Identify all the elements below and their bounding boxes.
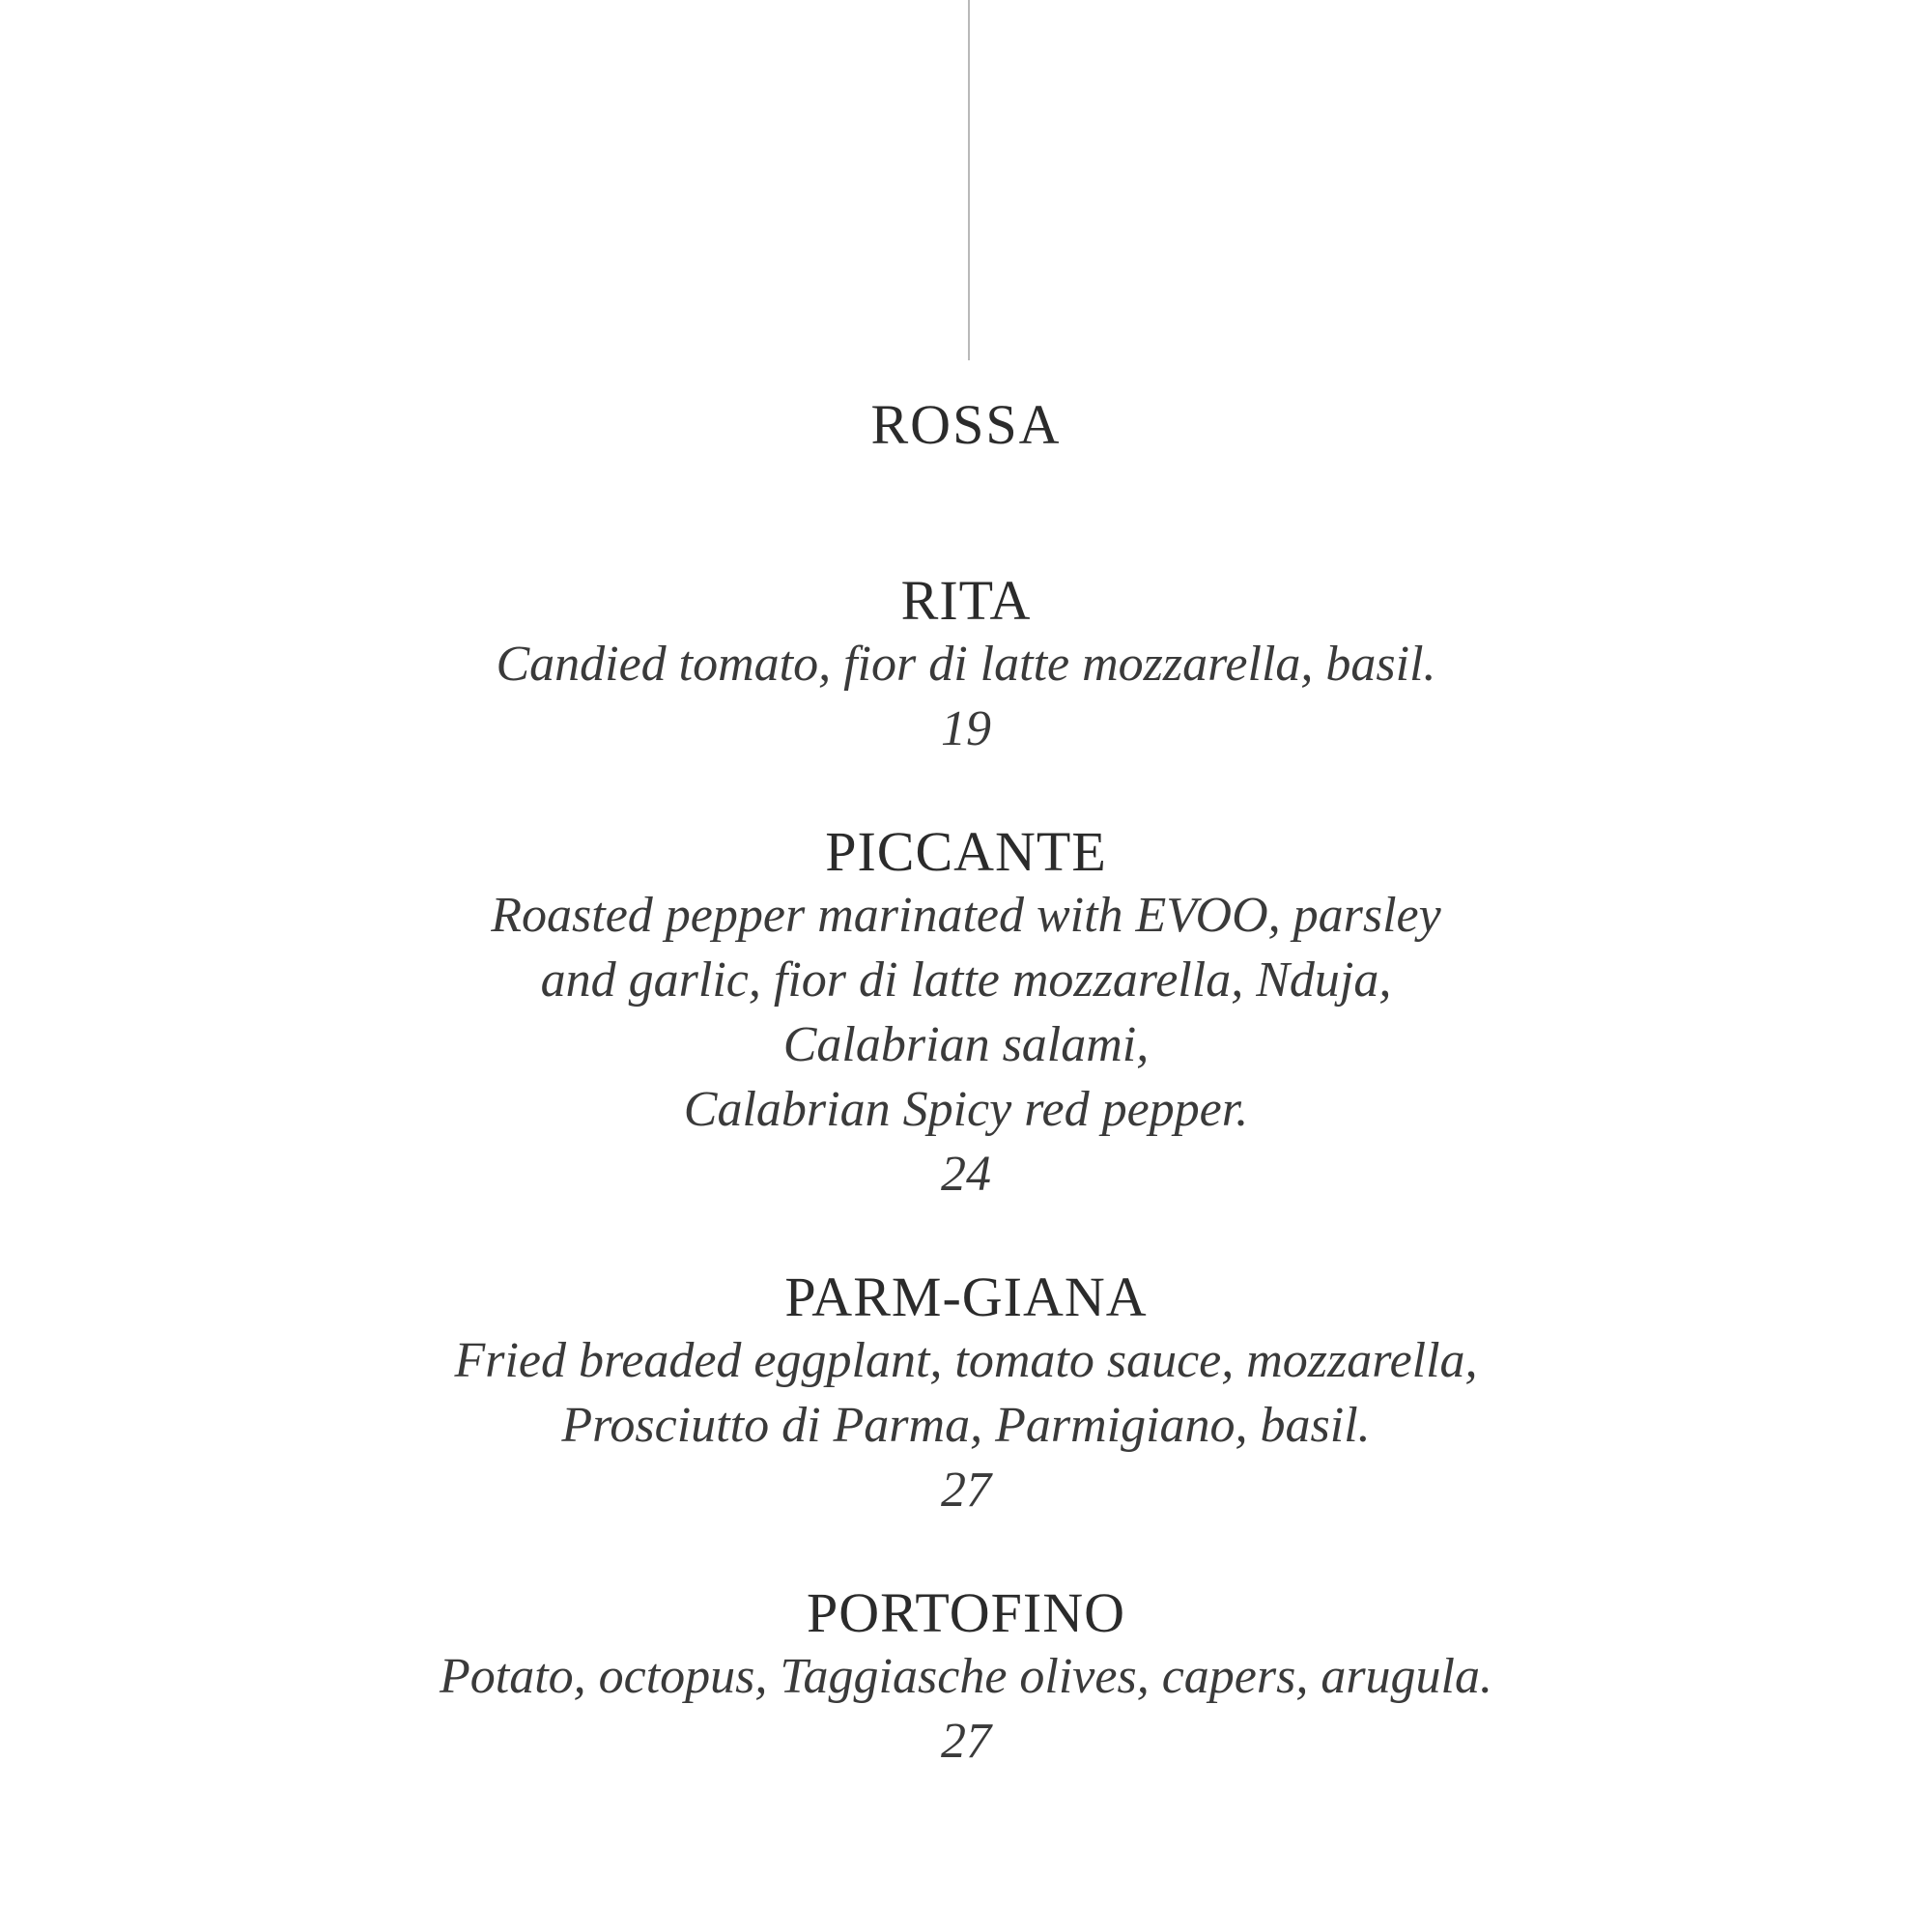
- menu-item-parm-giana: [0, 1266, 1932, 1522]
- item-name: PORTOFINO: [807, 1581, 1125, 1644]
- item-price: 19: [941, 701, 991, 756]
- description-line: Prosciutto di Parma, Parmigiano, basil.: [561, 1398, 1371, 1453]
- menu-item-rita: [0, 570, 1932, 761]
- vertical-divider-line: [968, 0, 970, 360]
- item-price: 24: [941, 1147, 991, 1202]
- item-price: 27: [941, 1714, 991, 1769]
- item-description: [0, 883, 1932, 1142]
- item-description: [0, 1644, 1932, 1709]
- description-line: Candied tomato, fior di latte mozzarella, basil.: [496, 637, 1436, 692]
- description-line: and garlic, fior di latte mozzarella, Nduja,: [540, 952, 1392, 1008]
- menu-items-list: [0, 570, 1932, 1774]
- item-description: [0, 632, 1932, 696]
- item-name: RITA: [900, 569, 1032, 632]
- item-name: PICCANTE: [825, 820, 1107, 883]
- description-line: Fried breaded eggplant, tomato sauce, mozzarella,: [454, 1333, 1478, 1388]
- menu-section: [0, 382, 1932, 1833]
- menu-item-piccante: [0, 821, 1932, 1207]
- item-name: PARM-GIANA: [784, 1265, 1148, 1328]
- description-line: Potato, octopus, Taggiasche olives, capers, arugula.: [439, 1649, 1493, 1704]
- menu-item-portofino: [0, 1582, 1932, 1774]
- item-description: [0, 1328, 1932, 1458]
- description-line: Roasted pepper marinated with EVOO, parsley: [491, 888, 1441, 943]
- item-price: 27: [941, 1463, 991, 1518]
- description-line: Calabrian Spicy red pepper.: [683, 1082, 1249, 1137]
- description-line: Calabrian salami,: [782, 1017, 1150, 1072]
- section-title: ROSSA: [870, 393, 1062, 456]
